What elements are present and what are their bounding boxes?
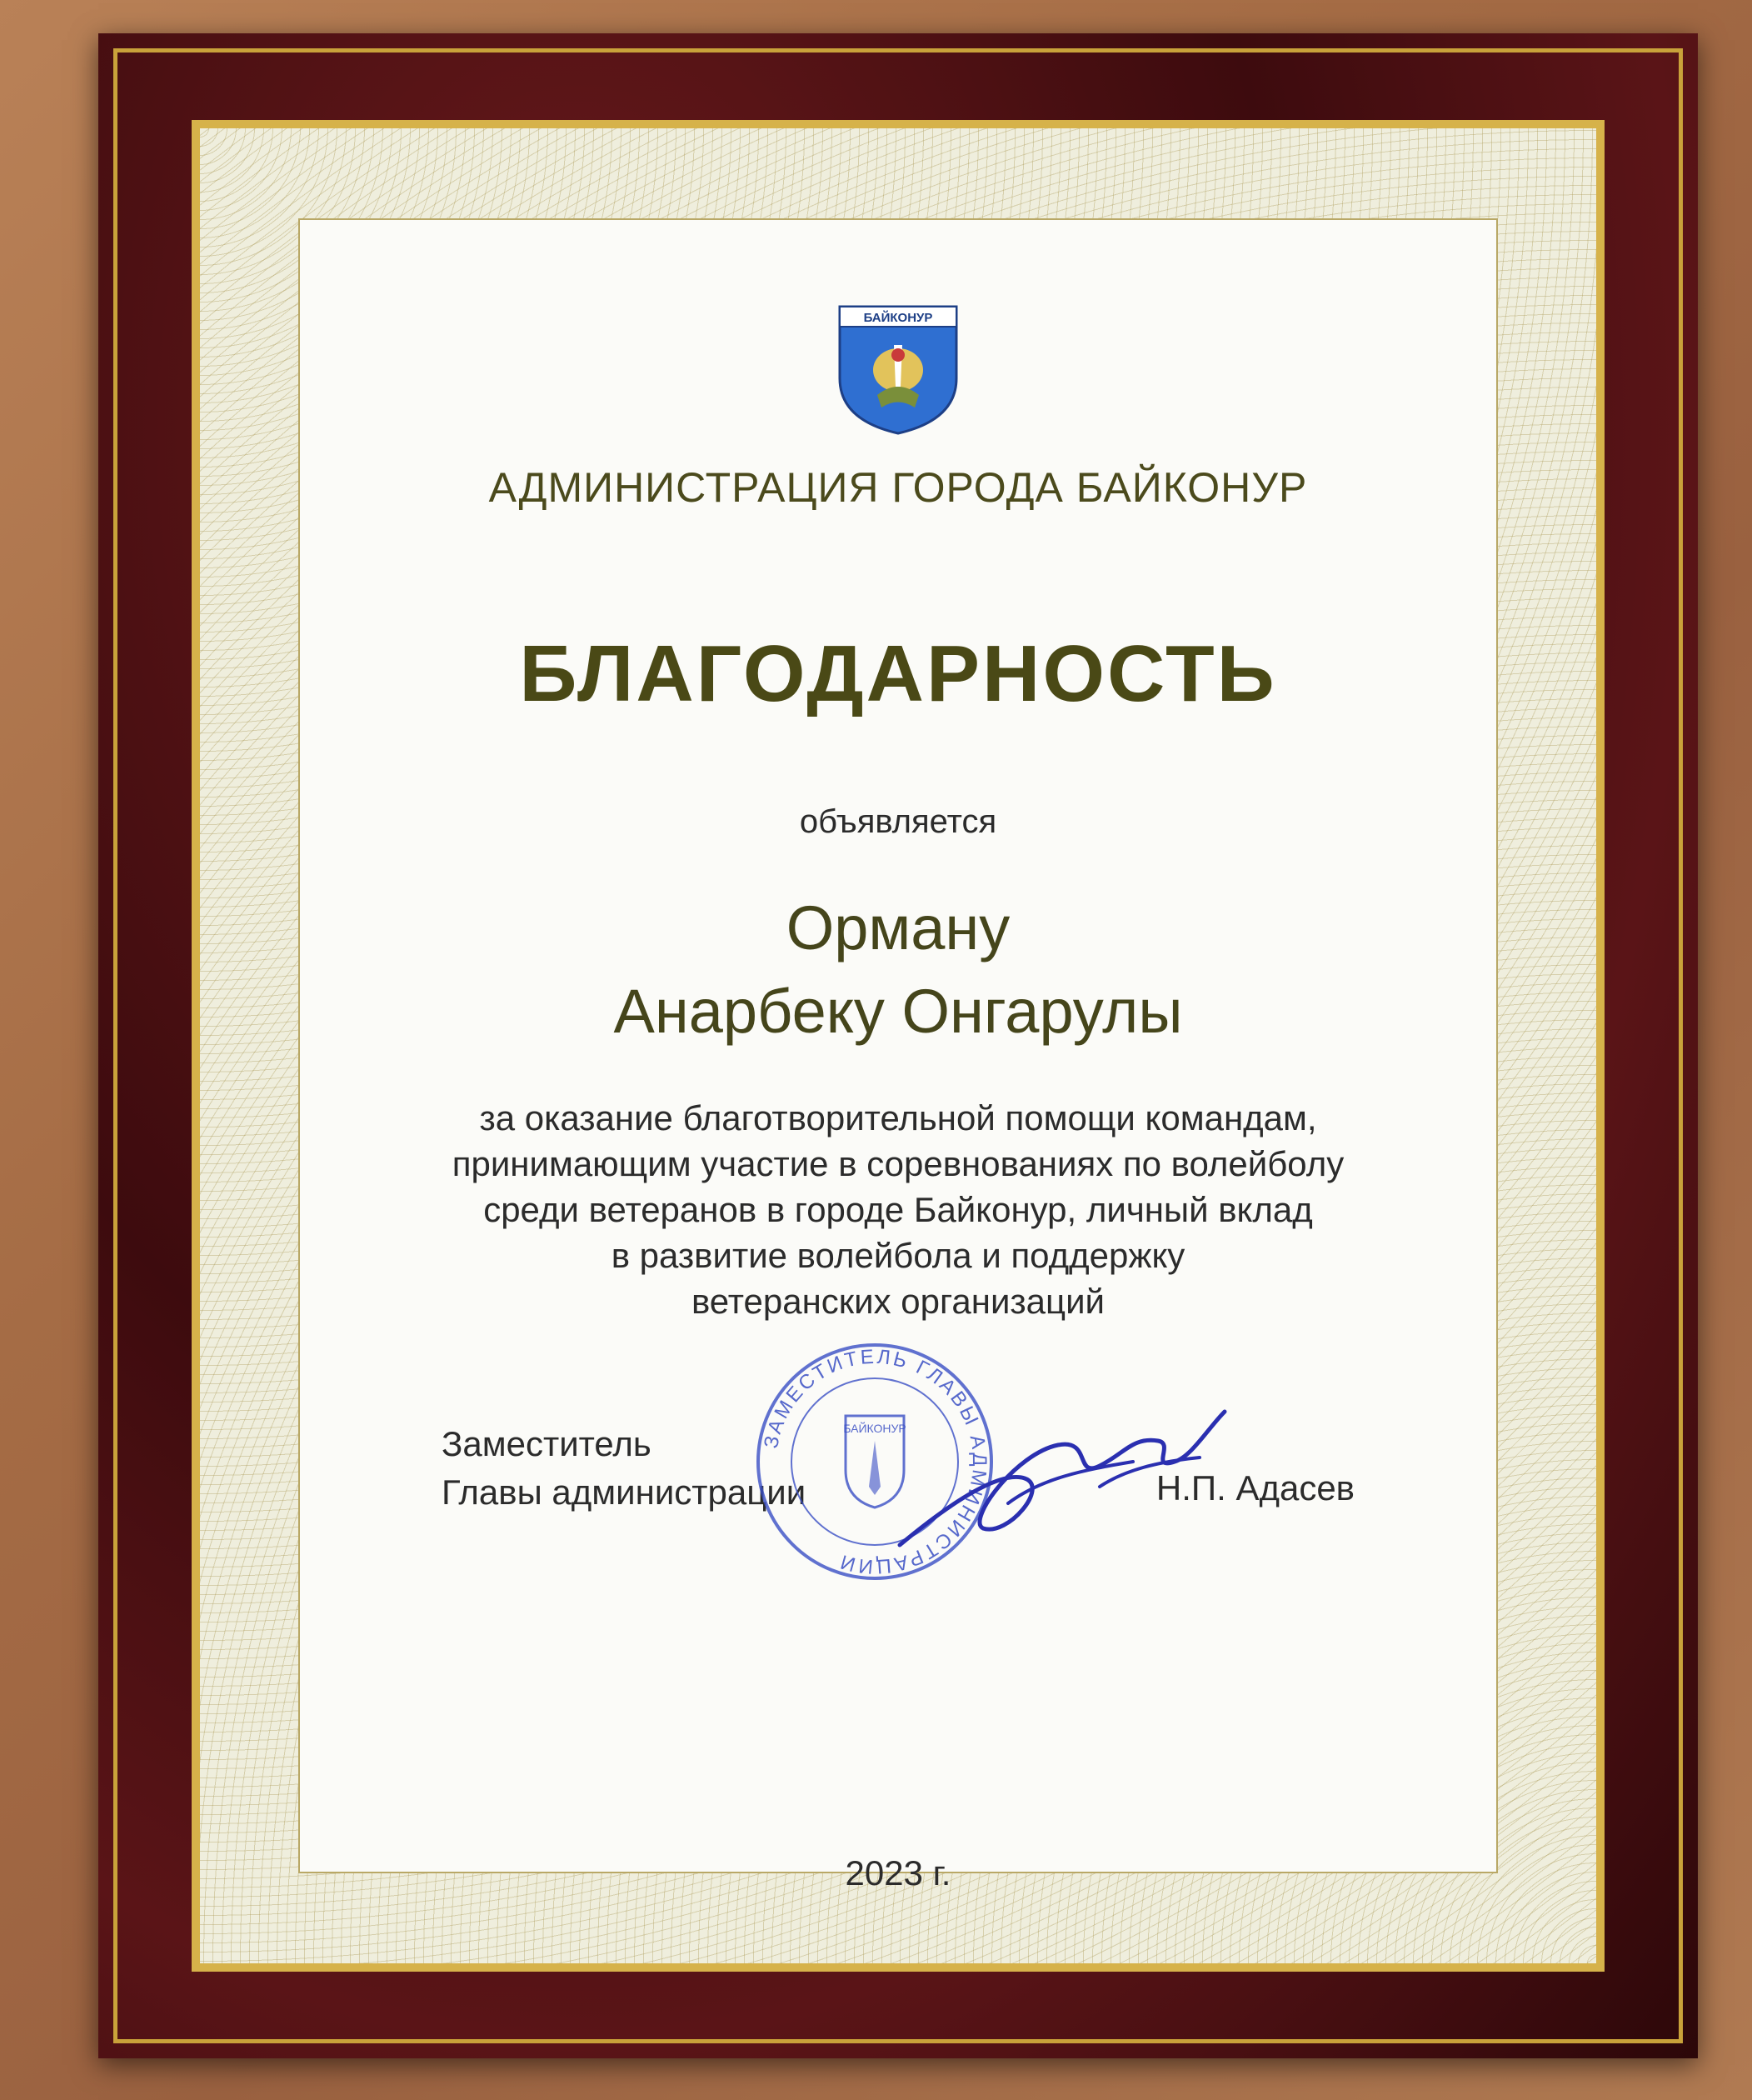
reason-line: за оказание благотворительной помощи командам, xyxy=(479,1098,1317,1138)
reason-line: принимающим участие в соревнованиях по волейболу xyxy=(452,1144,1345,1183)
stamp-text: ЗАМЕСТИТЕЛЬ ГЛАВЫ АДМИНИСТРАЦИИ xyxy=(760,1345,991,1578)
recipient-name xyxy=(300,887,1496,1053)
certificate-paper xyxy=(200,128,1596,1963)
announcement-text: объявляется xyxy=(799,803,997,840)
crest-label: БАЙКОНУР xyxy=(863,311,933,325)
signer-name: Н.П. Адасев xyxy=(1156,1468,1355,1508)
award-reason xyxy=(383,1095,1413,1324)
signer-title-line: Главы администрации xyxy=(442,1472,806,1512)
certificate-mat xyxy=(192,120,1605,1972)
picture-frame xyxy=(98,33,1698,2058)
reason-line: среди ветеранов в городе Байконур, личный вклад xyxy=(483,1190,1313,1229)
certificate-title: БЛАГОДАРНОСТЬ xyxy=(519,629,1277,718)
certificate-panel xyxy=(298,218,1498,1892)
reason-line: в развитие волейбола и поддержку xyxy=(611,1236,1185,1275)
baikonur-crest-icon xyxy=(836,303,961,437)
stamp-crest-label: БАЙКОНУР xyxy=(843,1422,906,1435)
organization-name: АДМИНИСТРАЦИЯ ГОРОДА БАЙКОНУР xyxy=(488,464,1308,511)
signer-title-line: Заместитель xyxy=(442,1424,651,1463)
issue-year: 2023 г. xyxy=(845,1853,951,1892)
recipient-surname: Орману xyxy=(786,893,1011,962)
reason-line: ветеранских организаций xyxy=(691,1282,1106,1321)
recipient-given-name: Анарбеку Онгарулы xyxy=(613,977,1183,1046)
